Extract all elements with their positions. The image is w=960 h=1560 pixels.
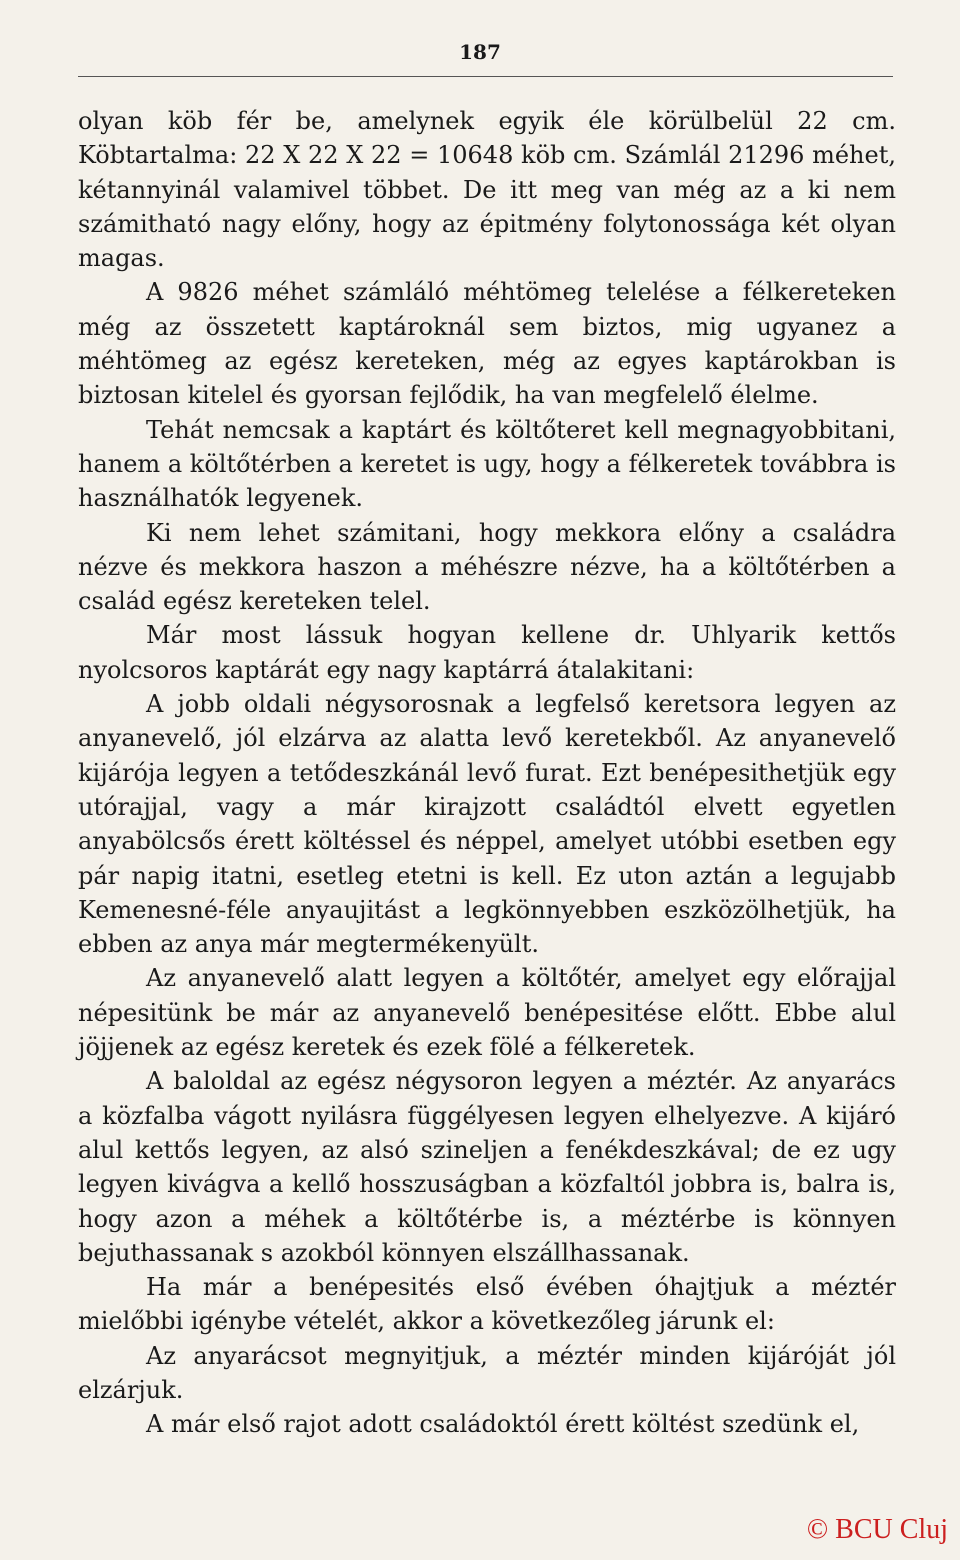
- paragraph-4: Ki nem lehet számitani, hogy mekkora előny a családra nézve és mekkora haszon a méhészre nézve, ha a költőtérben a család egész kereteken telel.: [78, 518, 896, 616]
- paragraph-11: A már első rajot adott családoktól érett költést szedünk el,: [146, 1410, 860, 1439]
- paragraph-8: A baloldal az egész négysoron legyen a méztér. Az anyarács a közfalba vágott nyilásra függélyesen legyen elhelyezve. A kijáró alul kettős legyen, az alsó szineljen a fenékdeszkával; de ez ugy legyen kivágva a kellő hosszuságban a közfaltól jobbra is, balra is, hogy azon a méhek a költőtérbe is, a méztérbe is könnyen bejuthassanak s azokból könnyen elszállhassanak.: [78, 1067, 896, 1267]
- body-text: [78, 104, 896, 1442]
- header-rule: [78, 76, 893, 77]
- paragraph-9: Ha már a benépesités első évében óhajtjuk a méztér mielőbbi igénybe vételét, akkor a következőleg járunk el:: [78, 1273, 896, 1336]
- paragraph-3: Tehát nemcsak a kaptárt és költőteret kell megnagyobbitani, hanem a költőtérben a keretet is ugy, hogy a félkeretek továbbra is használhatók legyenek.: [78, 415, 896, 513]
- paragraph-2: A 9826 méhet számláló méhtömeg telelése a félkereteken még az összetett kaptároknál sem biztos, mig ugyanez a méhtömeg az egész kereteken, még az egyes kaptárokban is biztosan kitelel és gyorsan fejlődik, ha van megfelelő élelme.: [78, 278, 896, 410]
- paragraph-10: Az anyarácsot megnyitjuk, a méztér minden kijáróját jól elzárjuk.: [78, 1341, 896, 1404]
- library-watermark: © BCU Cluj: [806, 1514, 948, 1545]
- paragraph-1: olyan köb fér be, amelynek egyik éle körülbelül 22 cm. Köbtartalma: 22 X 22 X 22 = 10648 köb cm. Számlál 21296 méhet, kétannyinál valamivel többet. De itt meg van még az a ki nem számitható nagy előny, hogy az épitmény folytonossága két olyan magas.: [78, 107, 896, 273]
- paragraph-7: Az anyanevelő alatt legyen a költőtér, amelyet egy előrajjal népesitünk be már az anyanevelő benépesitése előtt. Ebbe alul jöjjenek az egész keretek és ezek fölé a félkeretek.: [78, 964, 896, 1062]
- paragraph-5: Már most lássuk hogyan kellene dr. Uhlyarik kettős nyolcsoros kaptárát egy nagy kaptárrá átalakitani:: [78, 621, 896, 684]
- page-number: 187: [459, 40, 501, 64]
- paragraph-6: A jobb oldali négysorosnak a legfelső keretsora legyen az anyanevelő, jól elzárva az alatta levő keretekből. Az anyanevelő kijárója legyen a tetődeszkánál levő furat. Ezt benépesithetjük egy utórajjal, vagy a már kirajzott családtól elvett egyetlen anyabölcsős érett költéssel és néppel, amelyet utóbbi esetben egy pár napig itatni, esetleg etetni is kell. Ez uton aztán a legujabb Kemenesné-féle anyaujitást a legkönnyebben eszközölhetjük, ha ebben az anya már megtermékenyült.: [78, 690, 896, 959]
